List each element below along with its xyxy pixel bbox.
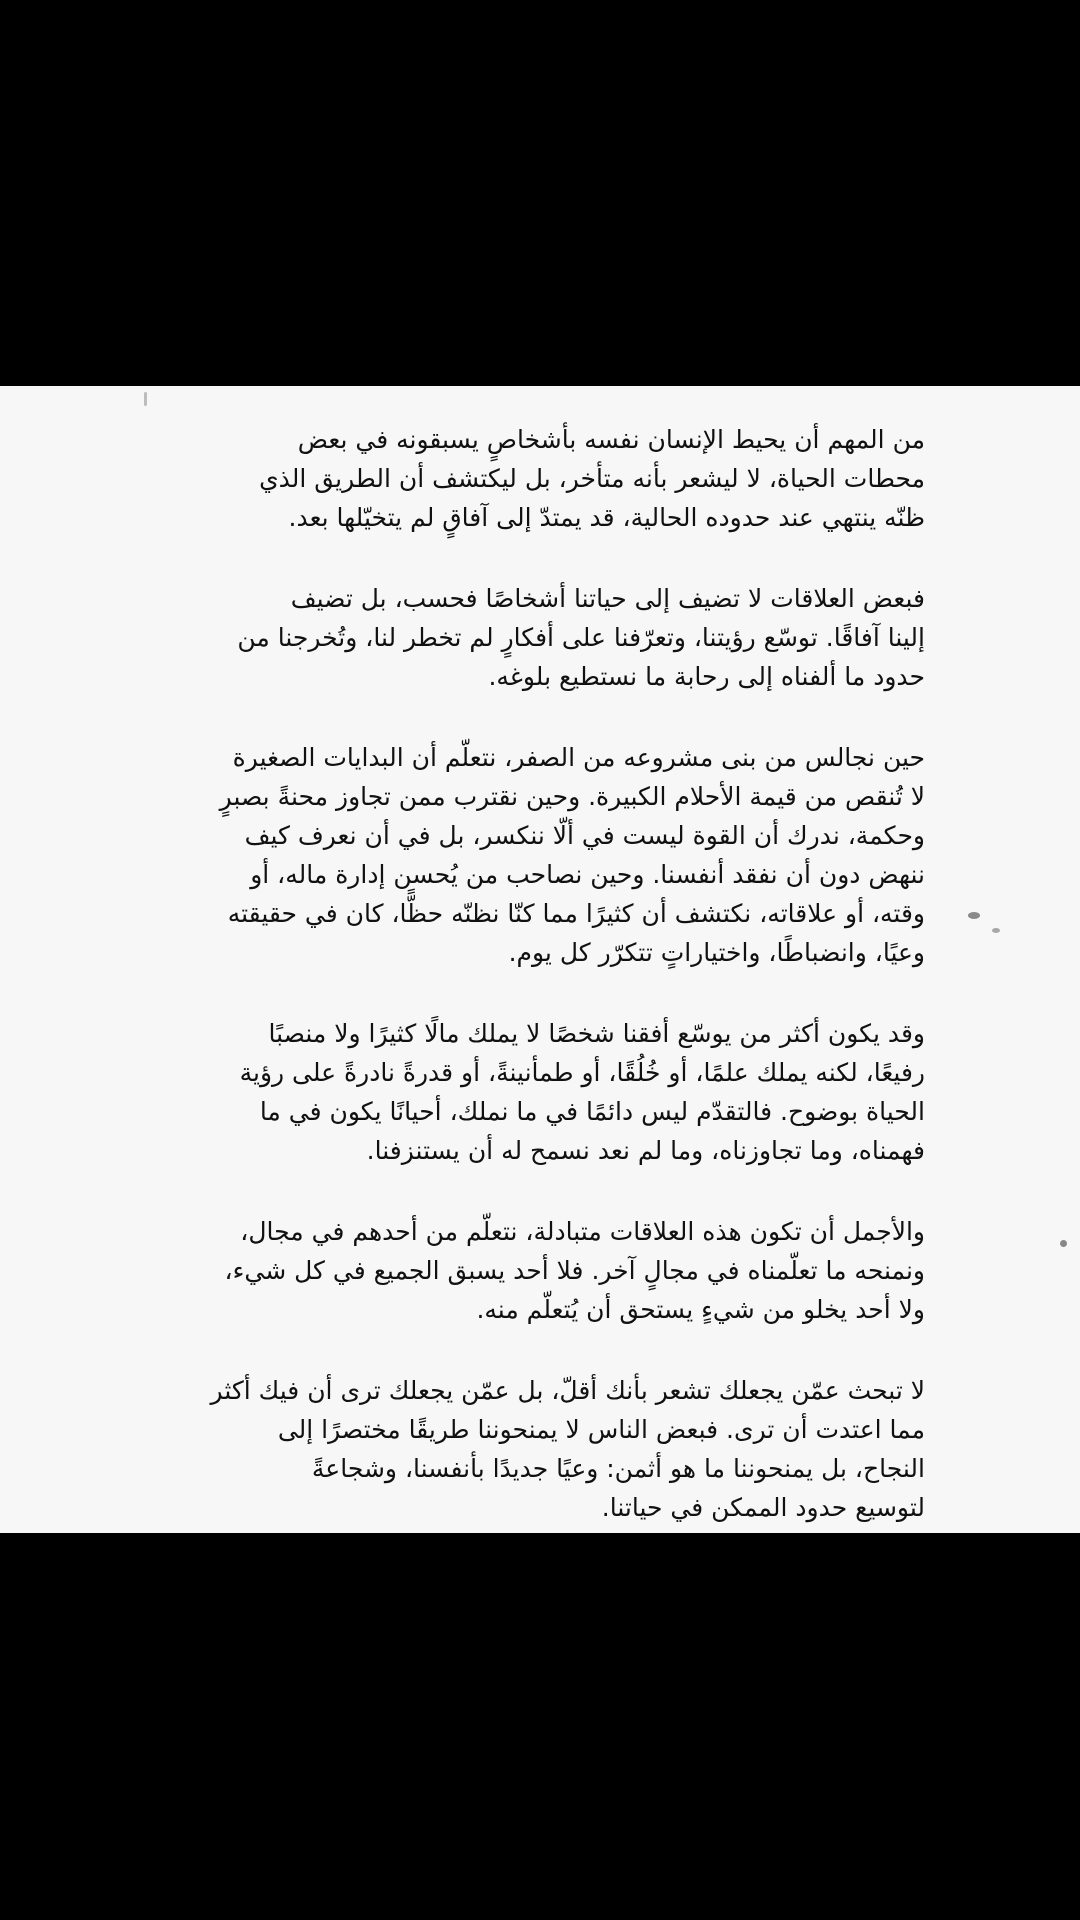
text-line: فهمناه، وما تجاوزناه، وما لم نعد نسمح له أن يستنزفنا. — [366, 1136, 925, 1165]
text-line: لتوسيع حدود الممكن في حياتنا. — [601, 1493, 925, 1522]
text-line: لا تبحث عمّن يجعلك تشعر بأنك أقلّ، بل عمّن يجعلك ترى أن فيك أكثر — [210, 1376, 925, 1405]
paragraph — [150, 579, 925, 696]
text-line: ظنّه ينتهي عند حدوده الحالية، قد يمتدّ إلى آفاقٍ لم يتخيّلها بعد. — [288, 503, 925, 532]
dust-mark — [144, 392, 147, 406]
dust-mark — [968, 912, 980, 919]
text-line: رفيعًا، لكنه يملك علمًا، أو خُلُقًا، أو طمأنينةً، أو قدرةً نادرةً على رؤية — [239, 1058, 925, 1087]
text-line: النجاح، بل يمنحوننا ما هو أثمن: وعيًا جديدًا بأنفسنا، وشجاعةً — [311, 1454, 925, 1483]
text-line: محطات الحياة، لا ليشعر بأنه متأخر، بل ليكتشف أن الطريق الذي — [259, 464, 925, 493]
text-line: فبعض العلاقات لا تضيف إلى حياتنا أشخاصًا فحسب، بل تضيف — [290, 584, 925, 613]
text-line: حدود ما ألفناه إلى رحابة ما نستطيع بلوغه. — [488, 662, 925, 691]
text-line: إلينا آفاقًا. توسّع رؤيتنا، وتعرّفنا على أفكارٍ لم تخطر لنا، وتُخرجنا من — [237, 623, 925, 652]
text-line: الحياة بوضوح. فالتقدّم ليس دائمًا في ما نملك، أحيانًا يكون في ما — [259, 1097, 925, 1126]
text-line: ولا أحد يخلو من شيءٍ يستحق أن يُتعلّم منه. — [476, 1295, 925, 1324]
text-line: وقد يكون أكثر من يوسّع أفقنا شخصًا لا يملك مالًا كثيرًا ولا منصبًا — [268, 1019, 925, 1048]
paragraph — [150, 738, 925, 972]
dust-mark — [992, 928, 1000, 933]
text-line: ونمنحه ما تعلّمناه في مجالٍ آخر. فلا أحد يسبق الجميع في كل شيء، — [224, 1256, 925, 1285]
text-line: من المهم أن يحيط الإنسان نفسه بأشخاصٍ يسبقونه في بعض — [297, 425, 925, 454]
text-line: ننهض دون أن نفقد أنفسنا. وحين نصاحب من يُحسن إدارة ماله، أو — [250, 860, 925, 889]
paragraph — [150, 1014, 925, 1170]
text-line: حين نجالس من بنى مشروعه من الصفر، نتعلّم أن البدايات الصغيرة — [232, 743, 925, 772]
dust-mark — [1060, 1240, 1067, 1247]
paragraph — [150, 420, 925, 537]
text-line: وقته، أو علاقاته، نكتشف أن كثيرًا مما كنّا نظنّه حظًّا، كان في حقيقته — [227, 899, 925, 928]
article-body — [150, 420, 925, 1569]
text-line: لا تُنقص من قيمة الأحلام الكبيرة. وحين نقترب ممن تجاوز محنةً بصبرٍ — [219, 782, 925, 811]
text-line: والأجمل أن تكون هذه العلاقات متبادلة، نتعلّم من أحدهم في مجال، — [240, 1217, 925, 1246]
text-line: وحكمة، ندرك أن القوة ليست في ألّا ننكسر، بل في أن نعرف كيف — [244, 821, 925, 850]
paragraph — [150, 1371, 925, 1527]
paragraph — [150, 1212, 925, 1329]
text-line: مما اعتدت أن ترى. فبعض الناس لا يمنحوننا طريقًا مختصرًا إلى — [277, 1415, 925, 1444]
text-line: وعيًا، وانضباطًا، واختياراتٍ تتكرّر كل يوم. — [508, 938, 925, 967]
